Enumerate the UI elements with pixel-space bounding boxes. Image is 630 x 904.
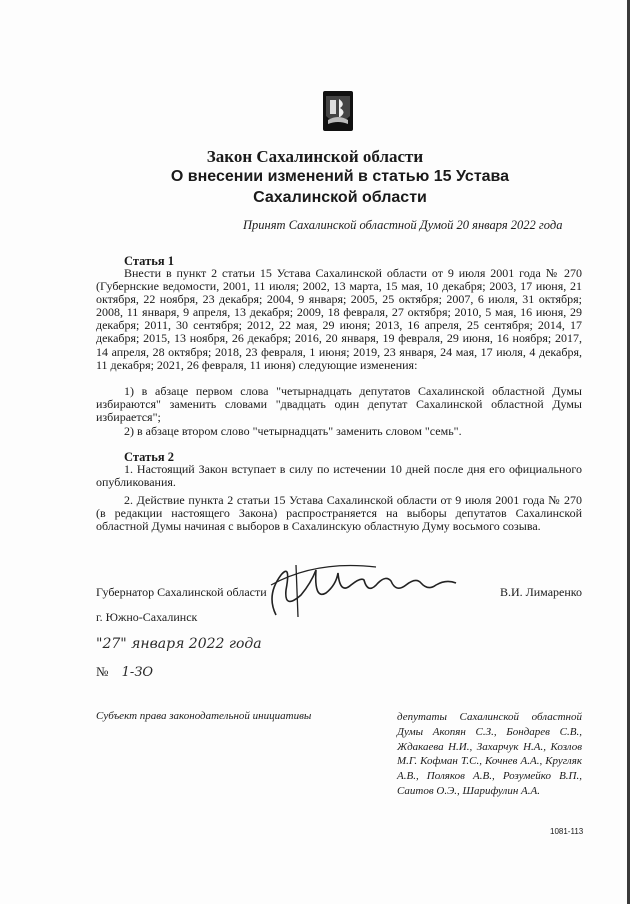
article1-item2: 2) в абзаце втором слово "четырнадцать" заменить словом "семь". [124,424,462,438]
law-subtitle: О внесении изменений в статью 15 Устава Сахалинской области [170,168,510,206]
signing-date: "27" января 2022 года [96,636,262,652]
coat-of-arms-icon [322,90,354,132]
number-prefix: № [96,664,109,679]
article2-item1: 1. Настоящий Закон вступает в силу по истечении 10 дней после дня его официального опубликования. [96,462,582,490]
number-value: 1-ЗО [121,665,154,680]
article2-heading: Статья 2 [124,450,174,464]
adoption-note: Принят Сахалинской областной Думой 20 января 2022 года [243,218,563,232]
subject-value: депутаты Сахалинской областной Думы Акопян С.З., Бондарев С.В., Ждакаева Н.И., Захарчук Н.А., Козлов М.Г. Кофман Т.С., Кочнев А.А., Кругляк А.В., Поляков А.В., Розумейко В.П., Саитов О.Э., Шарифулин А.А. [397,711,582,797]
subject-label: Субъект права законодательной инициативы [96,710,312,722]
article2-item2: 2. Действие пункта 2 статьи 15 Устава Сахалинской области от 9 июля 2001 года № 270 (в редакции настоящего Закона) распространяется на выборы депутатов Сахалинской областной Думы начиная с выборов в Сахалинскую областную Думу восьмого созыва. [96,493,582,534]
city: г. Южно-Сахалинск [96,610,198,624]
article1-intro: Внести в пункт 2 статьи 15 Устава Сахалинской области от 9 июля 2001 года № 270 (Губернские ведомости, 2001, 11 июля; 2002, 13 марта, 15 мая, 10 декабря; 2003, 17 июня, 21 октября, 22 ноября, 23 декабря; 2004, 9 января; 2005, 25 октября; 2007, 6 июля, 31 октября; 2008, 11 января, 9 апреля, 13 декабря; 2009, 18 февраля, 27 октября; 2010, 5 мая, 16 июня, 29 декабря; 2011, 30 сентября; 2012, 22 мая, 29 июня; 2013, 16 апреля, 25 сентября; 2014, 17 декабря; 2015, 13 ноября, 26 декабря; 2016, 20 января, 19 февраля, 29 июня, 16 ноября; 2017, 14 апреля, 28 октября; 2018, 23 февраля, 1 июня; 2019, 23 января, 24 мая, 17 июля, 4 декабря, 11 декабря; 2021, 26 февраля, 11 июня) следующие изменения: [96,266,582,372]
article1-heading: Статья 1 [124,254,174,268]
page-code: 1081-113 [550,827,584,836]
governor-signature-icon [256,555,466,625]
law-title: Закон Сахалинской области [206,147,424,166]
law-number [96,664,153,680]
governor-name: В.И. Лимаренко [499,585,582,599]
governor-label: Губернатор Сахалинской области [96,585,267,599]
article1-item1: 1) в абзаце первом слова "четырнадцать депутатов Сахалинской областной Думы избираются" заменить словами "двадцать один депутат Сахалинской областной Думы избирается"; [96,384,582,425]
